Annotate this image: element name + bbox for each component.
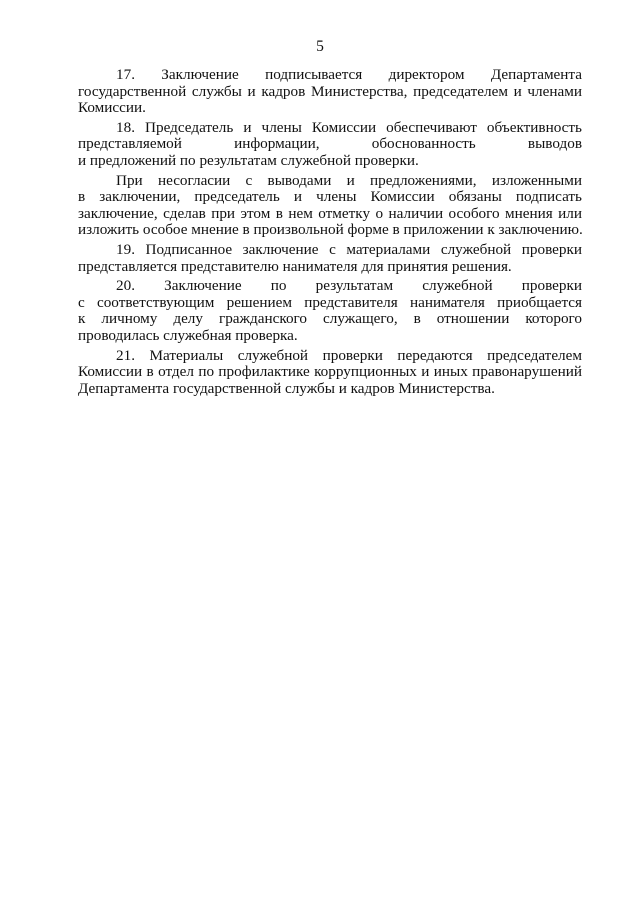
paragraph-17: [78, 67, 582, 117]
paragraph-18: [78, 120, 582, 170]
text-line: с соответствующим решением представителя нанимателя приобщается: [78, 293, 582, 311]
text-line: представляется представителю нанимателя для принятия решения.: [78, 257, 512, 275]
text-line: и предложений по результатам служебной проверки.: [78, 151, 419, 169]
paragraph-19: [78, 242, 582, 275]
text-line: 19. Подписанное заключение с материалами служебной проверки: [116, 240, 582, 258]
text-line: проводилась служебная проверка.: [78, 326, 298, 344]
paragraph-20: [78, 278, 582, 344]
text-line: 20. Заключение по результатам служебной проверки: [116, 277, 582, 295]
text-line: Департамента государственной службы и кадров Министерства.: [78, 379, 495, 397]
text-line: При несогласии с выводами и предложениями, изложенными: [116, 171, 582, 189]
text-line: к личному делу гражданского служащего, в отношении которого: [78, 310, 582, 328]
page-number: 5: [316, 38, 324, 55]
text-line: 17. Заключение подписывается директором Департамента: [116, 66, 582, 83]
text-line: Комиссии в отдел по профилактике коррупционных и иных правонарушений: [78, 363, 582, 381]
text-line: заключение, сделав при этом в нем отметку о наличии особого мнения или: [78, 204, 582, 222]
text-line: представляемой информации, обоснованность выводов: [78, 135, 582, 153]
text-line: Комиссии.: [78, 99, 146, 117]
text-line: изложить особое мнение в произвольной форме в приложении к заключению.: [78, 221, 583, 239]
paragraph-21: [78, 348, 582, 398]
text-line: в заключении, председатель и члены Комиссии обязаны подписать: [78, 188, 582, 206]
document-body: [78, 67, 582, 397]
text-line: государственной службы и кадров Министерства, председателем и членами: [78, 82, 582, 100]
text-line: 21. Материалы служебной проверки передаются председателем: [116, 346, 582, 364]
paragraph-18-continued: [78, 173, 582, 239]
text-line: 18. Председатель и члены Комиссии обеспечивают объективность: [116, 118, 582, 136]
